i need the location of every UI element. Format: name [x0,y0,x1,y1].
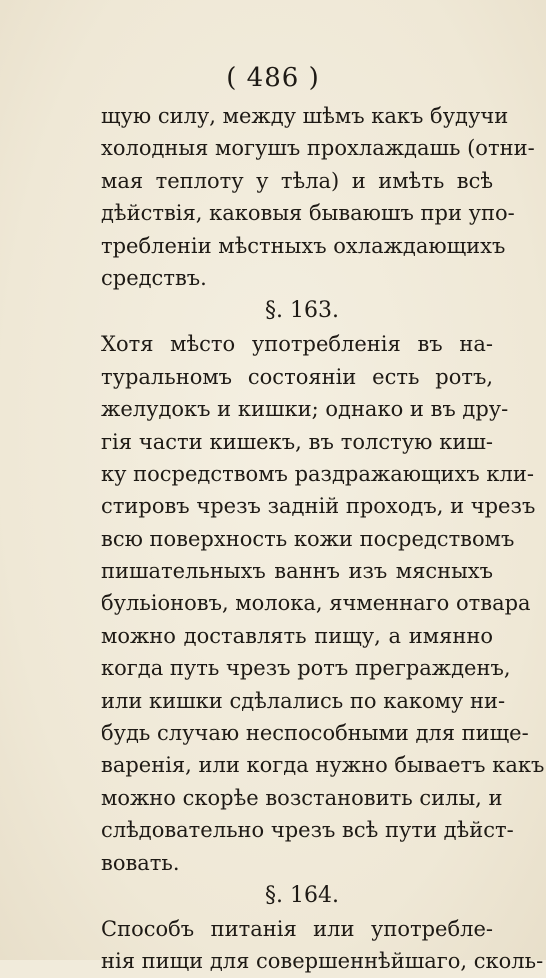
text-line: слѣдовательно чрезъ всѣ пути дѣйст- [101,818,514,843]
text-line: холодныя могушъ прохлаждашь (отни- [101,136,535,161]
text-line: дѣйствія, каковыя бываюшъ при упо- [101,201,515,226]
text-line: бульіоновъ, молока, ячменнаго отвара [101,591,531,616]
text-line: Хотя мѣсто употребленія въ на- [101,332,493,357]
text-line: будь случаю неспособными для пище- [101,721,529,746]
text-line: щую силу, между шѣмъ какъ будучи [101,104,509,128]
section-heading-163: §. 163. [265,298,339,324]
text-line: пишательныхъ ваннъ изъ мясныхъ [101,559,493,584]
text-line: Способъ питанія или употребле- [101,916,493,941]
text-line: туральномъ состояніи есть ротъ, [101,364,493,389]
text-line: вовать. [101,850,180,875]
section-heading-164: §. 164. [265,882,339,908]
text-line: всю поверхность кожи посредствомъ [101,526,515,551]
text-line: когда путь чрезъ ротъ прегражденъ, [101,656,511,681]
text-line: мая теплоту у тѣла) и имѣть всѣ [101,168,493,193]
text-line: или кишки сдѣлались по какому ни- [101,688,506,713]
text-line: можно доставлять пищу, а имянно [101,623,493,648]
text-line: ку посредствомъ раздражающихъ кли- [101,461,534,486]
text-line: желудокъ и кишки; однако и въ дру- [101,397,509,422]
text-line: требленіи мѣстныхъ охлаждающихъ [101,233,506,258]
page-number: ( 486 ) [226,63,320,93]
text-line: можно скорѣе возстановить силы, и [101,785,503,810]
text-line: стировъ чрезъ задній проходъ, и чрезъ [101,494,536,519]
body-text [101,100,545,978]
text-line: варенія, или когда нужно бываетъ какъ [101,753,545,778]
text-line: средствъ. [101,265,207,290]
text-line: гія части кишекъ, въ толстую киш- [101,429,493,454]
text-line: нія пищи для совершеннѣйшаго, сколь- [101,949,544,974]
